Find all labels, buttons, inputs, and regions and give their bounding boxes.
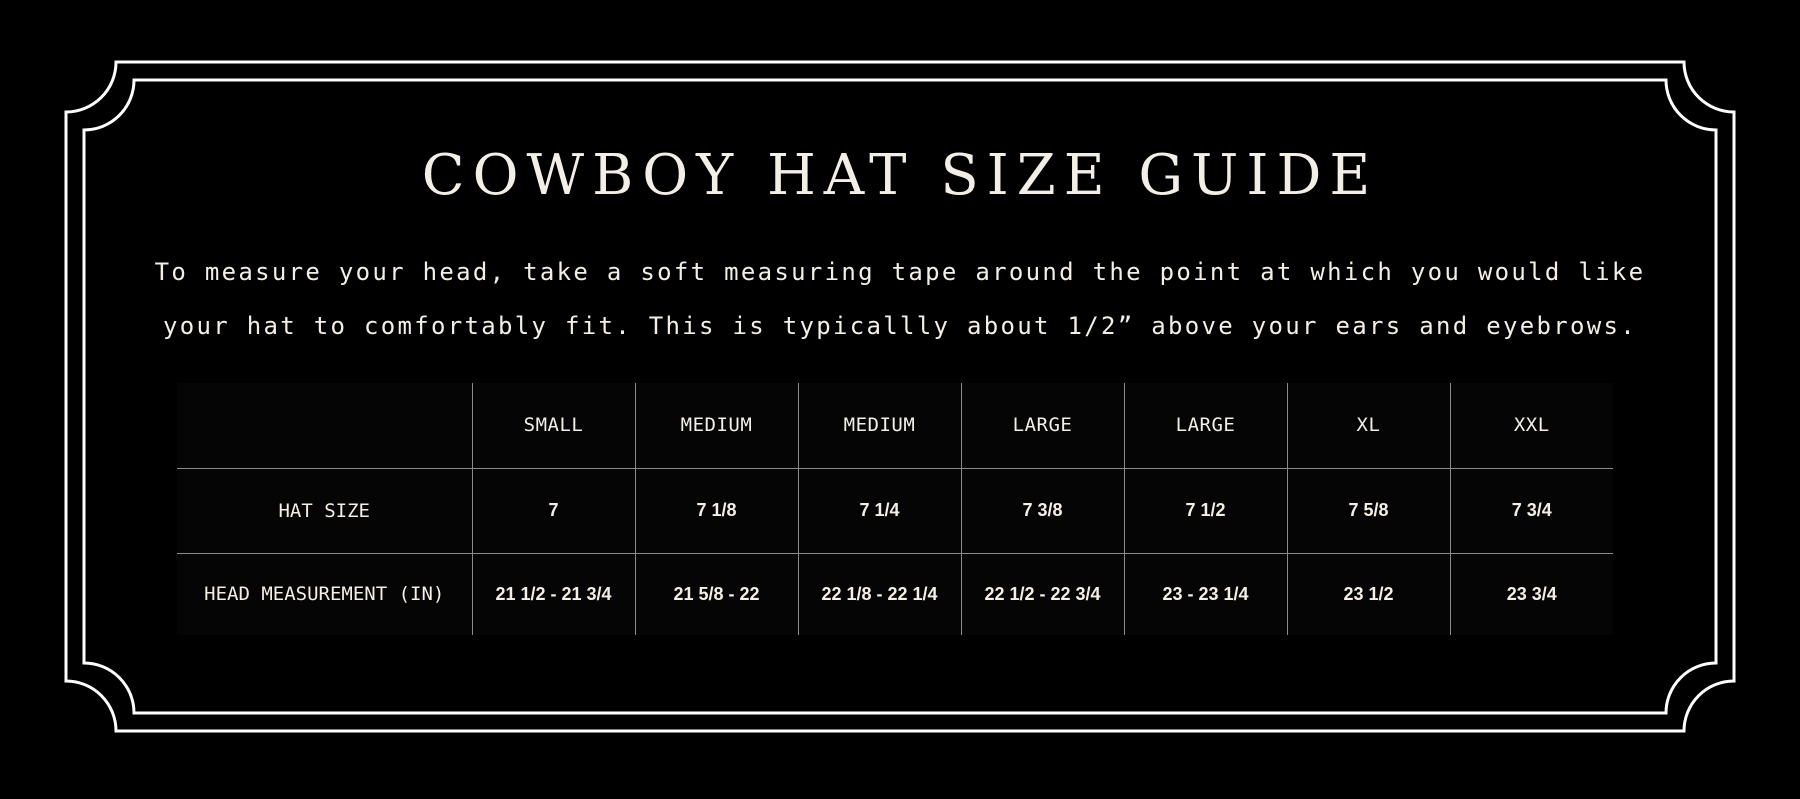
table-cell: 23 3/4 (1450, 553, 1613, 635)
instructions-line-2: your hat to comfortably fit. This is typicallly about 1/2” above your ears and eyebrows. (163, 312, 1637, 340)
table-cell: 21 5/8 - 22 (635, 553, 798, 635)
table-cell: 22 1/8 - 22 1/4 (798, 553, 961, 635)
column-header: MEDIUM (635, 383, 798, 468)
table-cell: 23 - 23 1/4 (1124, 553, 1287, 635)
column-header: LARGE (961, 383, 1124, 468)
table-cell: 7 3/8 (961, 468, 1124, 553)
table-row (177, 468, 1613, 553)
table-cell: 7 1/2 (1124, 468, 1287, 553)
table-header-row (177, 383, 1613, 468)
column-header: MEDIUM (798, 383, 961, 468)
row-label-head-measurement: HEAD MEASUREMENT (IN) (177, 553, 472, 635)
table-cell: 22 1/2 - 22 3/4 (961, 553, 1124, 635)
column-header: SMALL (472, 383, 635, 468)
table-cell: 7 (472, 468, 635, 553)
column-header: XXL (1450, 383, 1613, 468)
table-cell: 23 1/2 (1287, 553, 1450, 635)
table-cell: 7 3/4 (1450, 468, 1613, 553)
table-cell: 7 1/8 (635, 468, 798, 553)
column-header: XL (1287, 383, 1450, 468)
row-label-hat-size: HAT SIZE (177, 468, 472, 553)
table-cell: 21 1/2 - 21 3/4 (472, 553, 635, 635)
table-corner-cell (177, 383, 472, 468)
measurement-instructions (150, 245, 1650, 353)
size-table (177, 383, 1613, 635)
table-cell: 7 1/4 (798, 468, 961, 553)
column-header: LARGE (1124, 383, 1287, 468)
instructions-line-1: To measure your head, take a soft measuring tape around the point at which you would like (154, 258, 1646, 286)
table-cell: 7 5/8 (1287, 468, 1450, 553)
table-row (177, 553, 1613, 635)
page-title: COWBOY HAT SIZE GUIDE (421, 143, 1379, 208)
